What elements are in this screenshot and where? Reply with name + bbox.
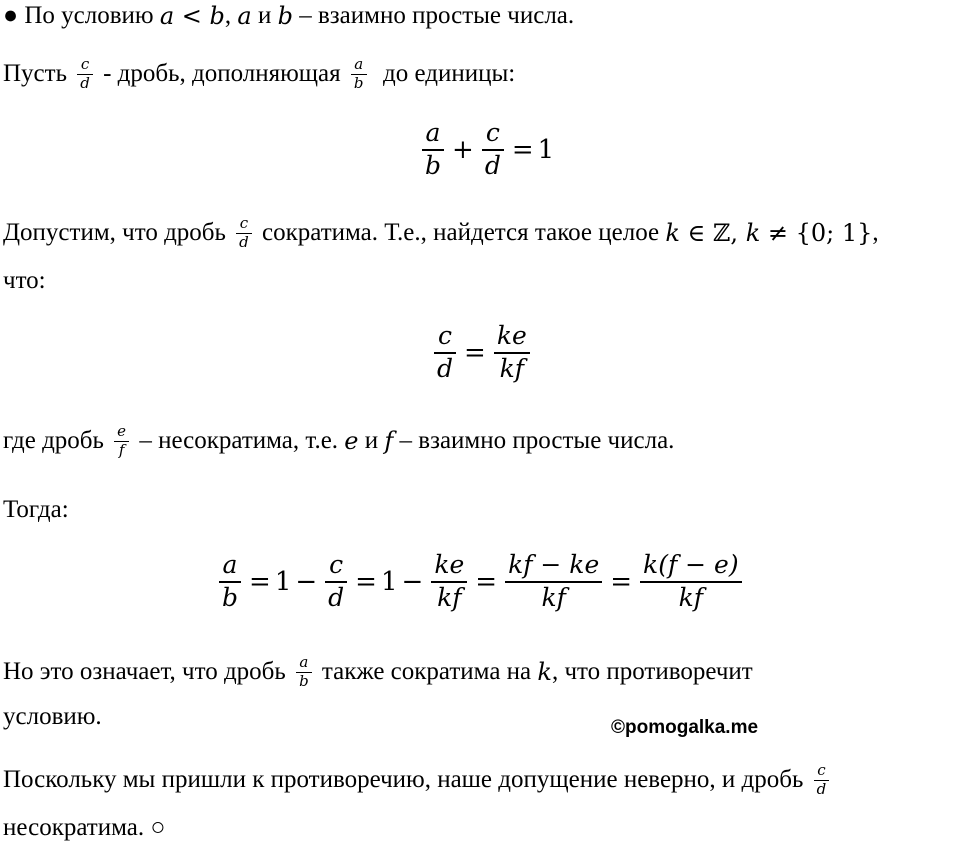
plus-sign: + <box>452 134 474 165</box>
denominator: f <box>118 440 125 459</box>
inline-fraction-c-d <box>236 216 252 251</box>
numerator: ke <box>496 321 527 350</box>
text: – взаимно простые числа. <box>393 427 675 455</box>
math-element-of-integers: ∈ ℤ, <box>679 219 746 248</box>
inline-fraction-a-b <box>296 655 312 690</box>
math-var-a: a <box>237 2 252 30</box>
text: несократима. ○ <box>3 814 166 841</box>
denominator: b <box>353 73 364 92</box>
math-var-b: b <box>209 2 225 30</box>
text: Но это означает, что дробь <box>3 658 293 686</box>
numerator: a <box>425 118 441 147</box>
math-var-k: k <box>665 219 680 248</box>
denominator: b <box>425 151 442 181</box>
text: – взаимно простые числа. <box>293 2 575 29</box>
paragraph-assume <box>3 216 879 251</box>
inline-fraction-e-f <box>114 424 129 459</box>
fraction-c-d <box>434 323 456 383</box>
fraction-a-b <box>422 120 444 180</box>
text: Тогда: <box>3 496 69 523</box>
text: что: <box>3 267 46 294</box>
denominator: d <box>239 232 249 251</box>
math-var-b: b <box>277 2 293 30</box>
text: сократима. Т.е., найдется такое целое <box>255 219 666 247</box>
denominator: d <box>484 151 501 181</box>
fraction-kf-minus-ke <box>505 552 602 612</box>
text: условию. <box>3 703 102 730</box>
inline-fraction-c-d <box>814 763 830 798</box>
paragraph-that <box>3 266 46 296</box>
numerator: c <box>485 118 500 147</box>
numerator: c <box>80 55 90 73</box>
denominator: kf <box>437 583 462 613</box>
number-one: 1 <box>537 134 555 165</box>
text: Допустим, что дробь <box>3 219 233 247</box>
inline-fraction-a-b <box>351 57 367 92</box>
number-one: 1 <box>274 566 292 597</box>
numerator: e <box>117 422 127 440</box>
equals-sign: = <box>610 566 633 597</box>
denominator: d <box>816 779 827 798</box>
text: , что противоречит <box>551 658 753 686</box>
bullet: ● <box>3 2 19 29</box>
math-var-k: k <box>745 219 761 248</box>
minus-sign: − <box>295 566 318 597</box>
numerator: a <box>299 653 309 671</box>
paragraph-where <box>3 424 674 459</box>
text: и <box>358 427 385 455</box>
minus-sign: − <box>401 566 424 597</box>
math-less-than: < <box>174 2 210 30</box>
math-var-a: a <box>159 2 175 30</box>
numerator: c <box>329 550 344 579</box>
math-var-e: e <box>344 427 359 456</box>
math-not-equal-set: ≠ {0; 1} <box>760 219 873 248</box>
paragraph-means <box>3 655 753 690</box>
paragraph-then <box>3 495 69 525</box>
numerator: a <box>222 550 238 579</box>
numerator: c <box>438 321 453 350</box>
text: Пусть <box>3 60 74 88</box>
text: до единицы: <box>370 60 516 88</box>
paragraph-condition-end <box>3 702 102 732</box>
equation-chain <box>215 552 746 612</box>
watermark: ©pomogalka.me <box>611 717 759 738</box>
text: , <box>872 219 879 247</box>
paragraph-let <box>3 57 515 92</box>
text: , <box>224 2 238 29</box>
numerator: k(f − e) <box>643 550 739 579</box>
paragraph-condition <box>3 1 574 31</box>
math-var-f: f <box>384 427 394 456</box>
denominator: d <box>437 354 454 384</box>
denominator: b <box>299 671 309 690</box>
text: также сократима на <box>315 658 538 686</box>
numerator: c <box>239 214 249 232</box>
fraction-c-d <box>482 120 504 180</box>
fraction-ke-kf <box>431 552 467 612</box>
text: Поскольку мы пришли к противоречию, наше допущение неверно, и дробь <box>3 766 810 794</box>
numerator: kf − ke <box>508 550 600 579</box>
numerator: ke <box>434 550 465 579</box>
equals-sign: = <box>475 566 498 597</box>
numerator: c <box>817 761 826 779</box>
denominator: b <box>222 583 239 613</box>
denominator: kf <box>678 583 704 613</box>
denominator: kf <box>541 583 566 613</box>
equation-sum-equals-one <box>418 120 554 180</box>
fraction-ke-kf <box>494 323 530 383</box>
equals-sign: = <box>355 566 377 597</box>
text: По условию <box>18 2 160 29</box>
denominator: kf <box>499 354 524 384</box>
paragraph-conclusion <box>3 763 833 798</box>
text: где дробь <box>3 427 111 455</box>
denominator: d <box>80 73 90 92</box>
fraction-c-d <box>325 552 347 612</box>
text: - дробь, дополняющая <box>96 60 347 88</box>
equation-reducible-fraction <box>430 323 534 383</box>
number-one: 1 <box>380 566 398 597</box>
denominator: d <box>328 583 345 613</box>
text: – несократима, т.е. <box>133 427 345 455</box>
equals-sign: = <box>511 134 534 165</box>
equals-sign: = <box>464 337 486 368</box>
text: и <box>251 2 278 29</box>
fraction-k-f-minus-e <box>640 552 742 612</box>
numerator: a <box>354 55 364 73</box>
fraction-a-b <box>219 552 241 612</box>
paragraph-irreducible <box>3 813 165 843</box>
inline-fraction-c-d <box>77 57 93 92</box>
math-var-k: k <box>537 658 552 687</box>
equals-sign: = <box>249 566 271 597</box>
